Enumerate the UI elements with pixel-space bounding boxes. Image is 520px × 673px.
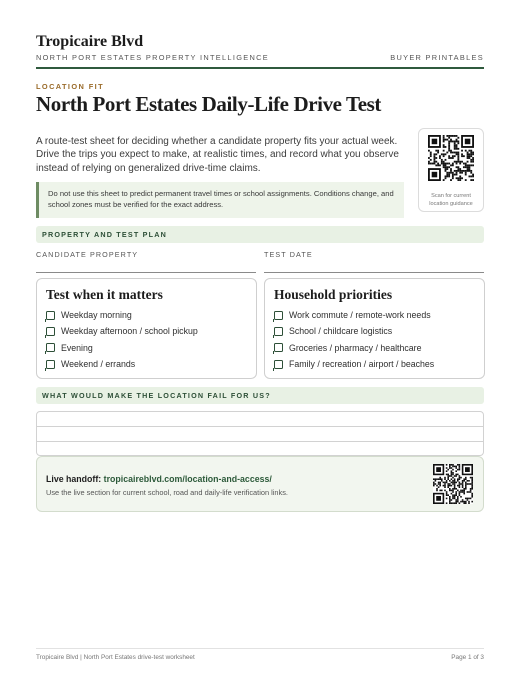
test-date-label: TEST DATE — [264, 250, 313, 259]
checkbox-item[interactable] — [46, 307, 198, 323]
footer-left: Tropicaire Blvd | North Port Estates drive-test worksheet — [36, 654, 195, 661]
handoff-line — [46, 474, 272, 484]
test-when-card — [36, 278, 257, 379]
checkbox-label: Weekend / errands — [61, 359, 136, 370]
answer-line — [37, 426, 483, 427]
checkbox-icon[interactable] — [274, 360, 283, 369]
qr-code-icon[interactable] — [433, 464, 473, 504]
checkbox-item[interactable] — [274, 340, 434, 356]
checkbox-label: Work commute / remote-work needs — [289, 310, 431, 321]
section-band-plan: PROPERTY AND TEST PLAN — [36, 226, 484, 243]
footer-page-number: Page 1 of 3 — [451, 654, 484, 661]
checkbox-icon[interactable] — [46, 327, 55, 336]
section-label: BUYER PRINTABLES — [390, 53, 484, 62]
checkbox-icon[interactable] — [46, 311, 55, 320]
checkbox-icon[interactable] — [46, 343, 55, 352]
handoff-note: Use the live section for current school, road and daily-life verification links. — [46, 488, 288, 497]
qr-code-icon — [428, 135, 474, 181]
page-title: North Port Estates Daily-Life Drive Test — [36, 92, 382, 116]
live-handoff-panel — [36, 456, 484, 512]
handoff-link[interactable]: tropicaireblvd.com/location-and-access/ — [103, 474, 272, 484]
checkbox-item[interactable] — [46, 356, 198, 372]
checkbox-icon[interactable] — [274, 327, 283, 336]
brand-tagline: NORTH PORT ESTATES PROPERTY INTELLIGENCE — [36, 53, 269, 62]
qr-card[interactable] — [418, 128, 484, 212]
answer-line — [37, 441, 483, 442]
checkbox-label: Groceries / pharmacy / healthcare — [289, 342, 422, 353]
checkbox-label: School / childcare logistics — [289, 326, 393, 337]
header-rule — [36, 67, 484, 69]
footer-rule — [36, 648, 484, 649]
intro-text: A route-test sheet for deciding whether a candidate property fits your actual week. Drive the trips you expect to make, at realistic times, and record what you observe instead of relying on generalized drive-time claims. — [36, 136, 399, 174]
kicker: LOCATION FIT — [36, 82, 104, 91]
checkbox-item[interactable] — [274, 307, 434, 323]
checkbox-label: Weekday afternoon / school pickup — [61, 326, 198, 337]
checkbox-item[interactable] — [274, 356, 434, 372]
qr-caption: Scan for current location guidance — [429, 193, 473, 207]
candidate-property-label: CANDIDATE PROPERTY — [36, 250, 139, 259]
section-band-fail: WHAT WOULD MAKE THE LOCATION FAIL FOR US? — [36, 387, 484, 404]
disclaimer-notice: Do not use this sheet to predict permanent travel times or school assignments. Conditions change, and school zones must be verified for the exact address. — [36, 182, 404, 218]
candidate-property-field[interactable] — [36, 272, 256, 273]
checkbox-icon[interactable] — [274, 311, 283, 320]
checkbox-label: Family / recreation / airport / beaches — [289, 359, 435, 370]
fail-answer-area[interactable] — [36, 411, 484, 456]
household-priorities-card — [264, 278, 485, 379]
checkbox-item[interactable] — [46, 340, 198, 356]
checkbox-icon[interactable] — [46, 360, 55, 369]
test-when-title: Test when it matters — [46, 287, 163, 302]
checkbox-label: Weekday morning — [61, 310, 132, 321]
checkbox-icon[interactable] — [274, 343, 283, 352]
checkbox-label: Evening — [61, 342, 93, 353]
household-priorities-title: Household priorities — [274, 287, 393, 302]
handoff-label: Live handoff: — [46, 474, 104, 484]
checkbox-item[interactable] — [274, 323, 434, 339]
checkbox-item[interactable] — [46, 323, 198, 339]
brand-name: Tropicaire Blvd — [36, 33, 144, 50]
test-date-field[interactable] — [264, 272, 484, 273]
